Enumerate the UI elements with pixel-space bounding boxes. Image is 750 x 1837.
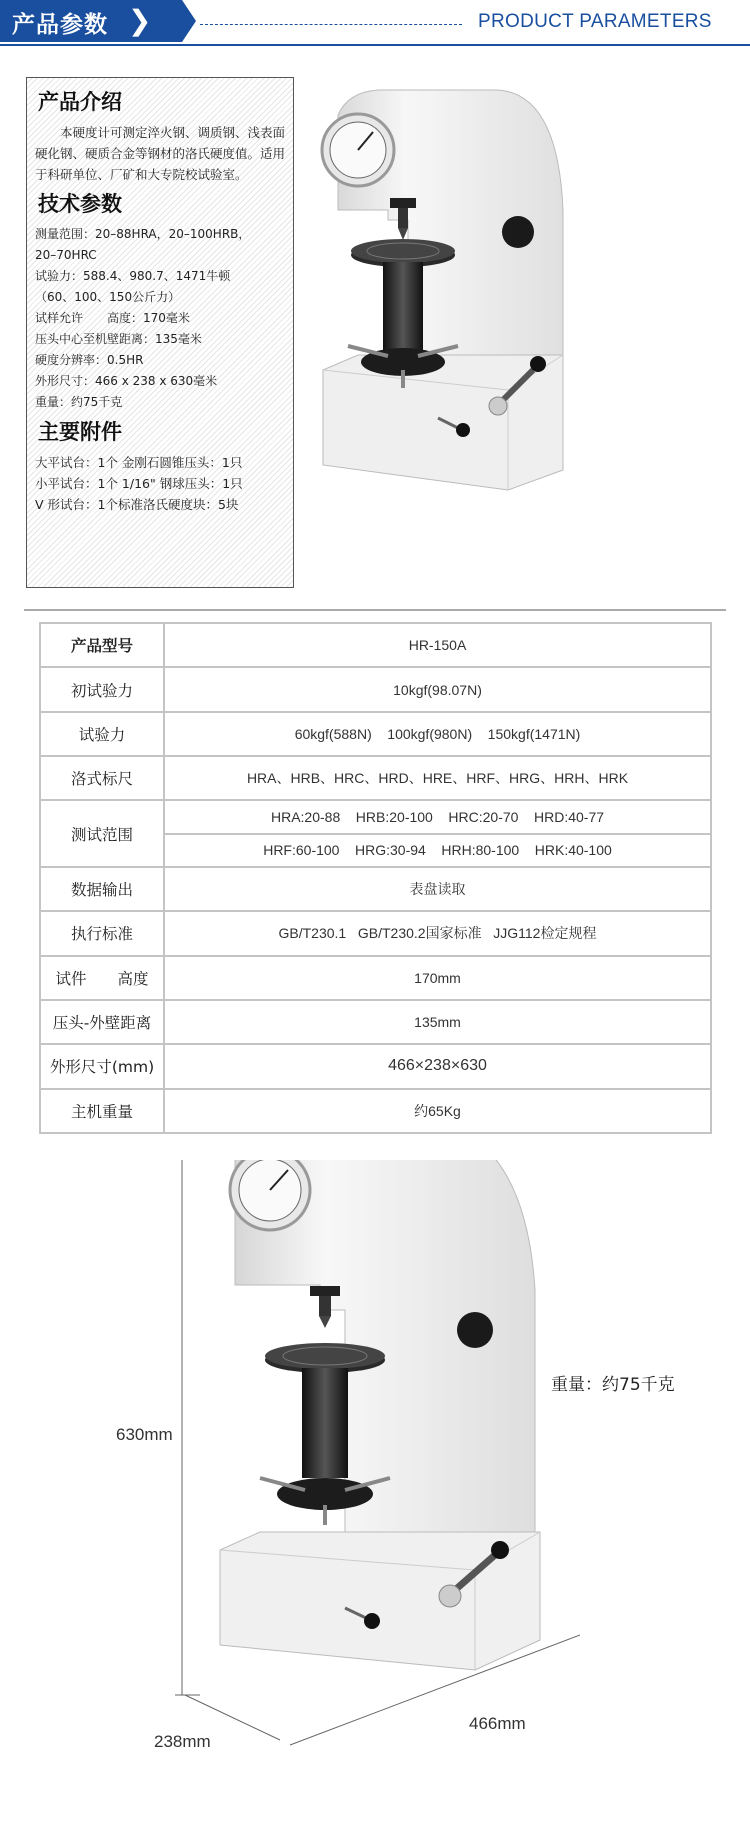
row-label: 数据输出	[40, 867, 164, 911]
row-label: 外形尺寸(mm)	[40, 1044, 164, 1088]
section-header	[0, 0, 750, 46]
tech-spec-line: 试验力：588.4、980.7、1471牛顿	[35, 269, 231, 283]
section-divider	[24, 609, 726, 611]
header-underline	[0, 44, 750, 46]
row-label: 压头-外壁距离	[40, 1000, 164, 1044]
tech-spec-line: 重量：约75千克	[35, 395, 123, 409]
tech-spec-line: 20–70HRC	[35, 248, 97, 262]
table-row	[40, 911, 711, 955]
hardness-tester-photo	[318, 70, 718, 590]
accessories-list	[35, 452, 285, 515]
accessory-line: V 形试台：1个标准洛氏硬度块：5块	[35, 497, 239, 512]
tech-spec-line: 试样允许 高度：170毫米	[35, 311, 190, 325]
product-intro-box	[26, 77, 294, 588]
row-value: HRA:20-88 HRB:20-100 HRC:20-70 HRD:40-77	[164, 800, 711, 833]
header-dashed-divider	[200, 24, 462, 25]
tech-spec-line: 外形尺寸：466 x 238 x 630毫米	[35, 374, 218, 388]
header-english-title: PRODUCT PARAMETERS	[478, 11, 712, 32]
table-row	[40, 667, 711, 711]
row-value: 表盘读取	[164, 867, 711, 911]
accessory-line: 小平试台：1个 1/16" 钢球压头：1只	[35, 476, 243, 491]
tech-spec-line: 测量范围：20–88HRA，20–100HRB，	[35, 227, 251, 241]
table-row	[40, 956, 711, 1000]
header-title: 产品参数	[12, 12, 108, 38]
table-row	[40, 1089, 711, 1133]
table-row	[40, 712, 711, 756]
table-row	[40, 1000, 711, 1044]
row-value: HRF:60-100 HRG:30-94 HRH:80-100 HRK:40-100	[164, 834, 711, 867]
row-value: 135mm	[164, 1000, 711, 1044]
row-label: 试件 高度	[40, 956, 164, 1000]
load-selector-knob	[502, 216, 534, 248]
row-label: 初试验力	[40, 667, 164, 711]
intro-heading: 产品介绍	[38, 90, 122, 114]
chevron-right-icon: ❯	[128, 4, 152, 37]
table-row	[40, 756, 711, 800]
height-dimension-label: 630mm	[116, 1425, 173, 1444]
row-value: 10kgf(98.07N)	[164, 667, 711, 711]
tech-spec-line: （60、100、150公斤力）	[35, 290, 181, 304]
row-label: 产品型号	[40, 623, 164, 667]
row-value: 466×238×630	[164, 1044, 711, 1088]
row-value: GB/T230.1 GB/T230.2国家标准 JJG112检定规程	[164, 911, 711, 955]
elevating-screw	[383, 262, 423, 352]
table-row	[40, 623, 711, 667]
row-value: HRA、HRB、HRC、HRD、HRE、HRF、HRG、HRH、HRK	[164, 756, 711, 800]
tech-heading: 技术参数	[38, 192, 122, 216]
weight-label: 重量：约75千克	[551, 1375, 675, 1395]
table-row	[40, 1044, 711, 1088]
row-label: 执行标准	[40, 911, 164, 955]
row-label: 测试范围	[40, 800, 164, 867]
tech-spec-list	[35, 224, 285, 413]
row-value: 60kgf(588N) 100kgf(980N) 150kgf(1471N)	[164, 712, 711, 756]
accessory-line: 大平试台：1个 金刚石圆锥压头：1只	[35, 455, 243, 470]
elevating-screw	[302, 1368, 348, 1478]
row-value: 约65Kg	[164, 1089, 711, 1133]
tech-spec-line: 硬度分辨率：0.5HR	[35, 353, 144, 367]
depth-dimension-label: 238mm	[154, 1732, 211, 1751]
hardness-tester-dimension-photo	[120, 1160, 580, 1780]
table-row	[40, 867, 711, 911]
header-tab	[0, 0, 182, 42]
tech-spec-line: 压头中心至机壁距离：135毫米	[35, 332, 202, 346]
accessories-heading: 主要附件	[38, 420, 122, 444]
row-value: HR-150A	[164, 623, 711, 667]
row-value: 170mm	[164, 956, 711, 1000]
intro-paragraph: 本硬度计可测定淬火钢、调质钢、浅表面硬化钢、硬质合金等钢材的洛氏硬度值。适用于科研单位、厂矿和大专院校试验室。	[35, 125, 286, 182]
width-dimension-label: 466mm	[469, 1714, 526, 1733]
table-row	[40, 800, 711, 833]
load-selector-knob	[457, 1312, 493, 1348]
row-label: 洛式标尺	[40, 756, 164, 800]
row-label: 主机重量	[40, 1089, 164, 1133]
row-label: 试验力	[40, 712, 164, 756]
spec-table	[39, 622, 712, 1134]
